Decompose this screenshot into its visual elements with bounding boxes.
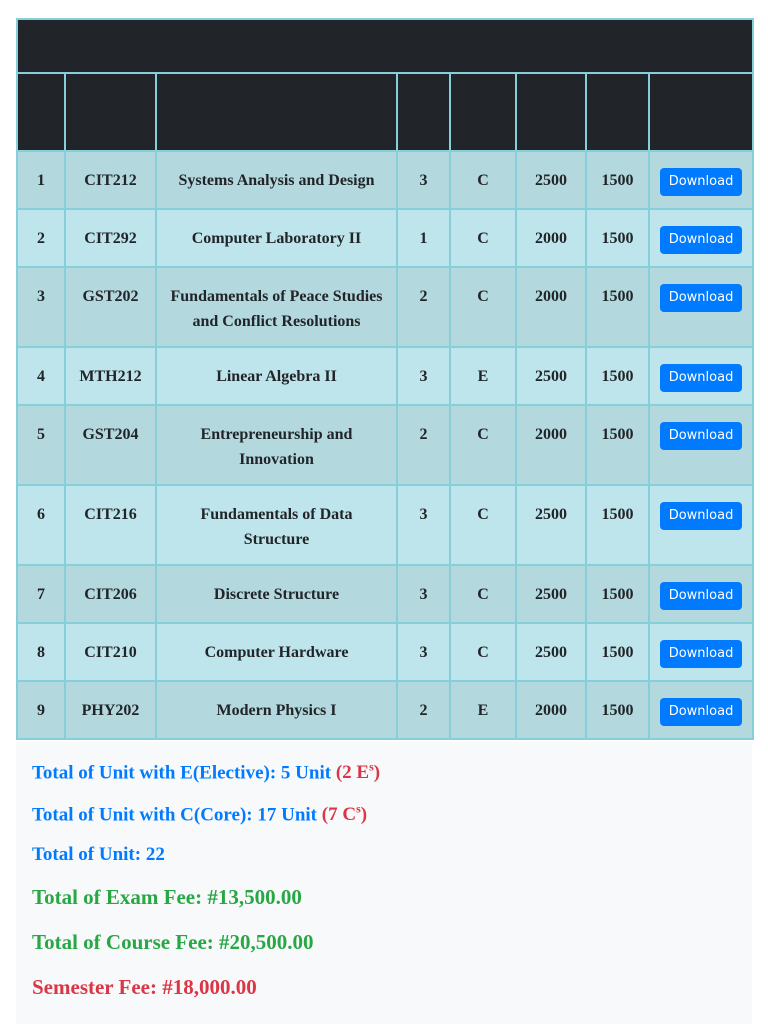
- download-button[interactable]: Download: [660, 226, 743, 254]
- fee-table: [16, 18, 754, 740]
- row-sn: 9: [17, 681, 65, 739]
- row-exam-fee: 1500: [586, 347, 649, 405]
- core-count-close: ): [360, 804, 368, 826]
- row-unit: 2: [397, 681, 450, 739]
- download-button[interactable]: Download: [660, 364, 743, 392]
- total-exam-fee: Total of Exam Fee: #13,500.00: [32, 885, 302, 909]
- row-sn: 3: [17, 267, 65, 347]
- row-course-material: [649, 267, 753, 347]
- header-exam-fee-line1: Exam: [597, 96, 638, 113]
- header-sn: S/N: [17, 73, 65, 151]
- row-code: GST204: [65, 405, 156, 485]
- header-status: Status: [450, 73, 516, 151]
- elective-course-count: [336, 762, 380, 783]
- row-sn: 6: [17, 485, 65, 565]
- row-course-fee: 2500: [516, 485, 586, 565]
- table-row: [17, 565, 753, 623]
- table-row: [17, 623, 753, 681]
- row-exam-fee: 1500: [586, 405, 649, 485]
- row-title: Computer Hardware: [156, 623, 397, 681]
- table-row: [17, 405, 753, 485]
- table-row: [17, 209, 753, 267]
- row-exam-fee: 1500: [586, 267, 649, 347]
- row-status: C: [450, 485, 516, 565]
- row-unit: 3: [397, 347, 450, 405]
- row-status: C: [450, 405, 516, 485]
- core-course-count: [322, 804, 367, 825]
- download-button[interactable]: Download: [660, 698, 743, 726]
- row-status: C: [450, 623, 516, 681]
- row-status: C: [450, 151, 516, 209]
- table-caption: Fee analysis for B.sc. Computer Science : 200 Level ( Second Semester ): [17, 19, 753, 73]
- download-button[interactable]: Download: [660, 582, 743, 610]
- row-title: Entrepreneurship and Innovation: [156, 405, 397, 485]
- row-unit: 2: [397, 267, 450, 347]
- row-course-fee: 2000: [516, 209, 586, 267]
- row-course-material: [649, 405, 753, 485]
- row-status: E: [450, 681, 516, 739]
- header-code: Code: [65, 73, 156, 151]
- row-code: CIT292: [65, 209, 156, 267]
- download-button[interactable]: Download: [660, 640, 743, 668]
- header-course-fee-line1: Course: [526, 96, 576, 113]
- row-course-material: [649, 347, 753, 405]
- table-row: [17, 151, 753, 209]
- row-unit: 2: [397, 405, 450, 485]
- row-exam-fee: 1500: [586, 209, 649, 267]
- header-course-material: [649, 73, 753, 151]
- row-status: E: [450, 347, 516, 405]
- row-course-fee: 2500: [516, 623, 586, 681]
- row-exam-fee: 1500: [586, 681, 649, 739]
- row-unit: 3: [397, 485, 450, 565]
- row-code: PHY202: [65, 681, 156, 739]
- row-course-material: [649, 681, 753, 739]
- header-title: Title: [156, 73, 397, 151]
- row-course-fee: 2000: [516, 405, 586, 485]
- row-unit: 3: [397, 623, 450, 681]
- row-course-material: [649, 485, 753, 565]
- elective-count-text: (2 E: [335, 762, 370, 784]
- elective-units-text: Total of Unit with E(Elective): 5 Unit: [32, 762, 332, 784]
- header-unit: Unit: [397, 73, 450, 151]
- row-title: Fundamentals of Peace Studies and Conflict Resolutions: [156, 267, 397, 347]
- table-row: [17, 267, 753, 347]
- row-course-fee: 2500: [516, 151, 586, 209]
- fee-summary: [16, 742, 752, 1024]
- row-sn: 8: [17, 623, 65, 681]
- row-code: CIT206: [65, 565, 156, 623]
- row-title: Discrete Structure: [156, 565, 397, 623]
- header-exam-fee: [586, 73, 649, 151]
- row-code: GST202: [65, 267, 156, 347]
- row-exam-fee: 1500: [586, 485, 649, 565]
- row-sn: 1: [17, 151, 65, 209]
- header-material-line2: Material: [671, 118, 731, 135]
- header-material-line1: Course: [676, 96, 726, 113]
- core-units-text: Total of Unit with C(Core): 17 Unit: [32, 804, 317, 826]
- row-unit: 3: [397, 565, 450, 623]
- semester-fee: Semester Fee: #18,000.00: [32, 975, 257, 999]
- total-units-summary: Total of Unit: 22: [32, 844, 165, 865]
- row-course-fee: 2000: [516, 267, 586, 347]
- download-button[interactable]: Download: [660, 502, 743, 530]
- row-code: CIT212: [65, 151, 156, 209]
- row-course-fee: 2000: [516, 681, 586, 739]
- fee-table-container: [16, 18, 752, 740]
- elective-units-summary: [32, 760, 380, 784]
- table-row: [17, 681, 753, 739]
- row-course-material: [649, 151, 753, 209]
- table-body: [17, 151, 753, 739]
- row-status: C: [450, 209, 516, 267]
- download-button[interactable]: Download: [660, 168, 743, 196]
- row-title: Systems Analysis and Design: [156, 151, 397, 209]
- header-exam-fee-line2: Fee: [605, 118, 630, 135]
- row-sn: 5: [17, 405, 65, 485]
- row-unit: 1: [397, 209, 450, 267]
- row-sn: 2: [17, 209, 65, 267]
- row-code: CIT216: [65, 485, 156, 565]
- header-course-fee: [516, 73, 586, 151]
- table-row: [17, 485, 753, 565]
- row-sn: 7: [17, 565, 65, 623]
- row-course-material: [649, 623, 753, 681]
- elective-count-sup: s: [369, 760, 374, 774]
- header-course-fee-line2: Fee: [539, 118, 563, 135]
- core-units-summary: [32, 802, 367, 826]
- row-title: Modern Physics I: [156, 681, 397, 739]
- row-course-material: [649, 565, 753, 623]
- row-title: Fundamentals of Data Structure: [156, 485, 397, 565]
- table-caption-row: [17, 19, 753, 73]
- download-button[interactable]: Download: [660, 284, 743, 312]
- row-title: Linear Algebra II: [156, 347, 397, 405]
- row-unit: 3: [397, 151, 450, 209]
- row-course-fee: 2500: [516, 565, 586, 623]
- row-exam-fee: 1500: [586, 623, 649, 681]
- row-sn: 4: [17, 347, 65, 405]
- download-button[interactable]: Download: [660, 422, 743, 450]
- table-row: [17, 347, 753, 405]
- row-status: C: [450, 565, 516, 623]
- row-title: Computer Laboratory II: [156, 209, 397, 267]
- core-count-sup: s: [356, 802, 361, 816]
- row-code: MTH212: [65, 347, 156, 405]
- total-course-fee: Total of Course Fee: #20,500.00: [32, 930, 314, 954]
- row-status: C: [450, 267, 516, 347]
- table-header-row: [17, 73, 753, 151]
- row-exam-fee: 1500: [586, 151, 649, 209]
- row-course-material: [649, 209, 753, 267]
- core-count-text: (7 C: [321, 804, 357, 826]
- row-exam-fee: 1500: [586, 565, 649, 623]
- row-course-fee: 2500: [516, 347, 586, 405]
- row-code: CIT210: [65, 623, 156, 681]
- elective-count-close: ): [373, 762, 381, 784]
